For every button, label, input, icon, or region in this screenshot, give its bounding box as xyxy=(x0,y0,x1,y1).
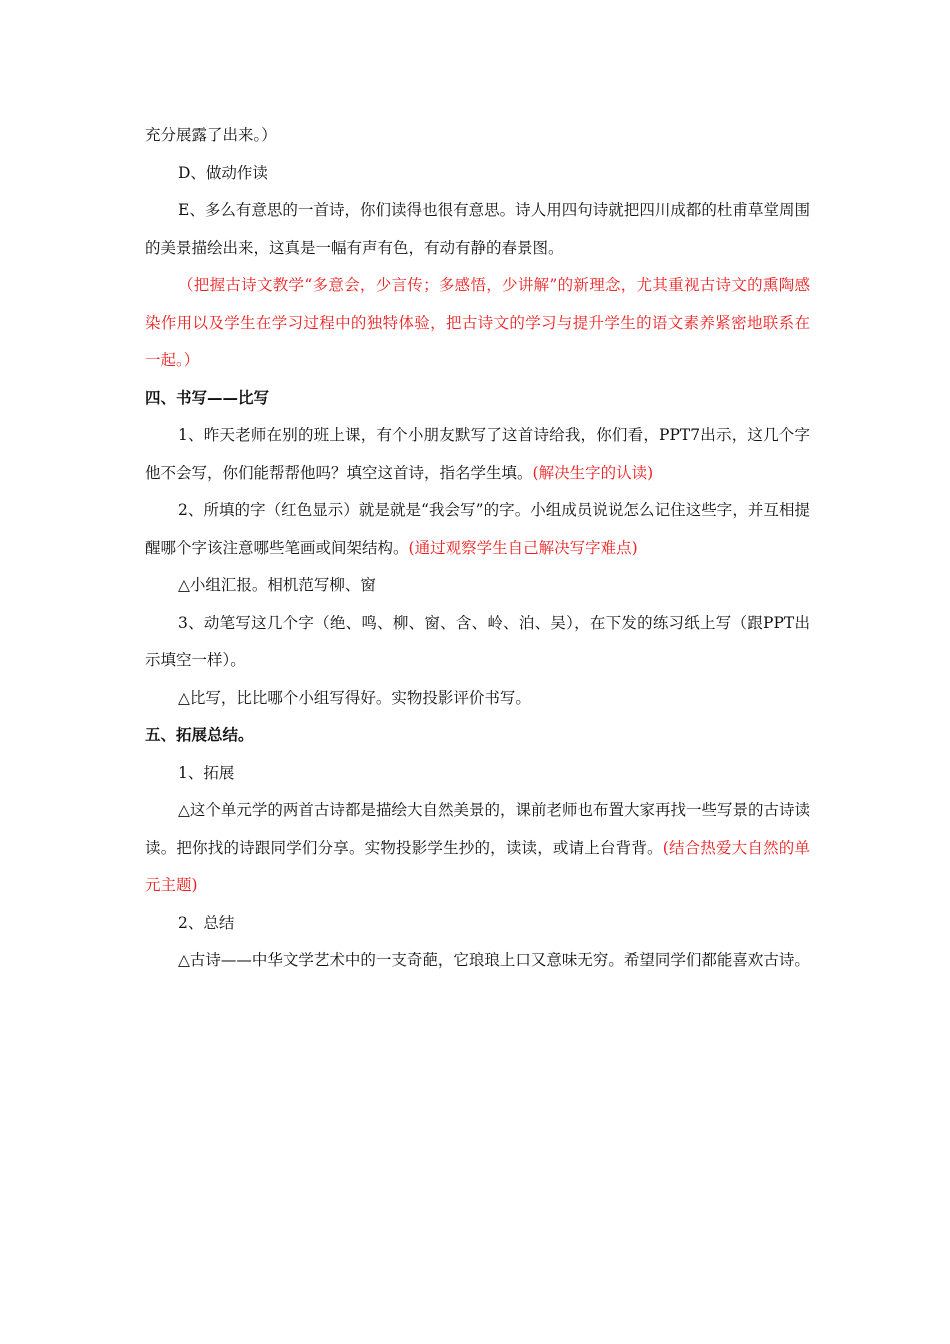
paragraph-summary-title: 2、总结 xyxy=(178,913,235,932)
teaching-note: (通过观察学生自己解决写字难点) xyxy=(408,538,638,557)
teaching-note: (结合热爱大自然的单元主题) xyxy=(145,838,810,894)
teaching-note: (解决生字的认读) xyxy=(532,463,654,482)
section-heading-5: 五、拓展总结。 xyxy=(145,726,254,744)
paragraph-summary: △古诗——中华文学艺术中的一支奇葩，它琅琅上口又意味无穷。希望同学们都能喜欢古诗。 xyxy=(178,951,810,969)
teaching-note-ancient-poetry: （把握古诗文教学“多意会，少言传；多感悟，少讲解”的新理念，尤其重视古诗文的熏陶感染作用以及学生在学习过程中的独特体验，把古诗文的学习与提升学生的语文素养紧密地联系在一起。） xyxy=(145,276,810,369)
section-heading-4: 四、书写——比写 xyxy=(145,388,270,407)
paragraph-writing-3: 3、动笔写这几个字（绝、鸣、柳、窗、含、岭、泊、吴），在下发的练习纸上写（跟PPT出示填空一样）。 xyxy=(145,613,810,669)
paragraph-extension xyxy=(145,792,810,905)
paragraph-step-d: D、做动作读 xyxy=(178,163,268,182)
paragraph-compare-writing: △比写，比比哪个小组写得好。实物投影评价书写。 xyxy=(178,688,531,707)
document-body xyxy=(145,117,810,980)
paragraph-writing-1 xyxy=(145,417,810,492)
paragraph-writing-2 xyxy=(145,492,810,567)
paragraph-step-e: E、多么有意思的一首诗，你们读得也很有意思。诗人用四句诗就把四川成都的杜甫草堂周围的美景描绘出来，这真是一幅有声有色，有动有静的春景图。 xyxy=(145,201,810,257)
paragraph-text: 2、所填的字（红色显示）就是就是“我会写”的字。小组成员说说怎么记住这些字，并互相提醒哪个字该注意哪些笔画或间架结构。 xyxy=(145,501,810,557)
paragraph-text: △这个单元学的两首古诗都是描绘大自然美景的，课前老师也布置大家再找一些写景的古诗读读。把你找的诗跟同学们分享。实物投影学生抄的，读读，或请上台背背。 xyxy=(145,801,810,857)
paragraph-continuation: 充分展露了出来。） xyxy=(145,126,277,144)
paragraph-text: 1、昨天老师在别的班上课，有个小朋友默写了这首诗给我，你们看，PPT7出示，这几个字他不会写，你们能帮帮他吗？填空这首诗，指名学生填。 xyxy=(145,426,810,482)
paragraph-group-report: △小组汇报。相机范写柳、窗 xyxy=(178,576,376,594)
paragraph-extension-title: 1、拓展 xyxy=(178,763,235,782)
